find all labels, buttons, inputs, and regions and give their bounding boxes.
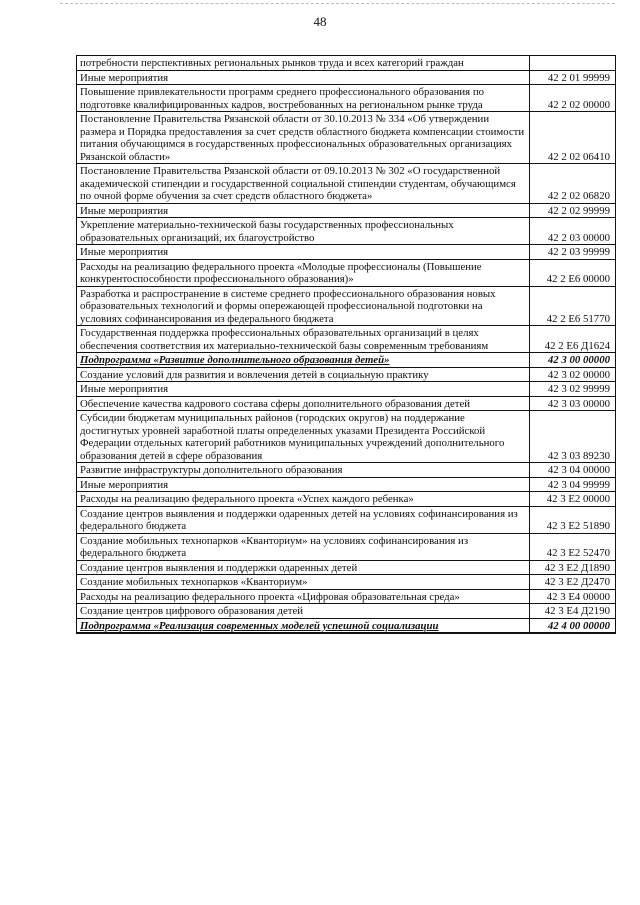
- budget-classification-table: [76, 55, 616, 634]
- target-code-cell: 42 3 00 00000: [530, 353, 616, 368]
- table-row: [77, 326, 616, 353]
- target-code-cell: 42 2 Е6 51770: [530, 286, 616, 326]
- expense-name-cell: Укрепление материально-технической базы государственных профессиональных образовательных организаций, их благоустройство: [77, 218, 530, 245]
- table-row: [77, 164, 616, 204]
- table-row: [77, 85, 616, 112]
- target-code-cell: 42 3 04 99999: [530, 477, 616, 492]
- target-code-cell: 42 3 02 00000: [530, 367, 616, 382]
- expense-name-cell: Создание мобильных технопарков «Кванториум»: [77, 575, 530, 590]
- expense-name-cell: Развитие инфраструктуры дополнительного образования: [77, 463, 530, 478]
- expense-name-cell: Иные мероприятия: [77, 203, 530, 218]
- table-row: [77, 382, 616, 397]
- target-code-cell: 42 2 02 00000: [530, 85, 616, 112]
- table-row: [77, 56, 616, 71]
- expense-name-cell: Создание мобильных технопарков «Кванториум» на условиях софинансирования из федерального бюджета: [77, 533, 530, 560]
- target-code-cell: 42 2 01 99999: [530, 70, 616, 85]
- table-row: [77, 396, 616, 411]
- expense-name-cell: Разработка и распространение в системе среднего профессионального образования новых образовательных технологий и формы опережающей профессиональной подготовки на условиях софинансирования из федерального бюджета: [77, 286, 530, 326]
- subprogram-row: [77, 618, 616, 633]
- target-code-cell: 42 2 Е6 Д1624: [530, 326, 616, 353]
- expense-name-cell: потребности перспективных региональных рынков труда и всех категорий граждан: [77, 56, 530, 71]
- target-code-cell: 42 2 03 00000: [530, 218, 616, 245]
- expense-name-cell: Иные мероприятия: [77, 245, 530, 260]
- table-row: [77, 411, 616, 463]
- target-code-cell: 42 2 02 06410: [530, 112, 616, 164]
- expense-name-cell: Создание условий для развития и вовлечения детей в социальную практику: [77, 367, 530, 382]
- expense-name-cell: Иные мероприятия: [77, 382, 530, 397]
- expense-name-cell: Постановление Правительства Рязанской области от 30.10.2013 № 334 «Об утверждении размера и Порядка предоставления за счет средств областного бюджета компенсации стоимости питания обучающимся в государственных профессиональных образовательных организациях Рязанской области»: [77, 112, 530, 164]
- target-code-cell: 42 3 03 89230: [530, 411, 616, 463]
- page-number: 48: [313, 14, 327, 29]
- table-row: [77, 70, 616, 85]
- target-code-cell: 42 2 03 99999: [530, 245, 616, 260]
- expense-name-cell: Субсидии бюджетам муниципальных районов (городских округов) на поддержание достигнутых уровней заработной платы определенных указами Президента Российской Федерации отдельных категорий работников муниципальных учреждений дополнительного образования детей в сфере образования: [77, 411, 530, 463]
- expense-name-cell: Подпрограмма «Реализация современных моделей успешной социализации: [77, 618, 530, 633]
- expense-name-cell: Расходы на реализацию федерального проекта «Цифровая образовательная среда»: [77, 589, 530, 604]
- table-row: [77, 203, 616, 218]
- subprogram-row: [77, 353, 616, 368]
- target-code-cell: 42 4 00 00000: [530, 618, 616, 633]
- table-row: [77, 259, 616, 286]
- expense-name-cell: Иные мероприятия: [77, 70, 530, 85]
- target-code-cell: 42 3 Е2 52470: [530, 533, 616, 560]
- table-row: [77, 604, 616, 619]
- target-code-cell: 42 3 Е2 51890: [530, 506, 616, 533]
- expense-name-cell: Расходы на реализацию федерального проекта «Успех каждого ребенка»: [77, 492, 530, 507]
- table-row: [77, 506, 616, 533]
- expense-name-cell: Создание центров цифрового образования детей: [77, 604, 530, 619]
- table-row: [77, 492, 616, 507]
- expense-name-cell: Постановление Правительства Рязанской области от 09.10.2013 № 302 «О государственной академической стипендии и государственной социальной стипендии студентам, обучающимся по очной форме обучения за счет средств областного бюджета»: [77, 164, 530, 204]
- target-code-cell: 42 3 Е2 00000: [530, 492, 616, 507]
- table-row: [77, 112, 616, 164]
- expense-name-cell: Иные мероприятия: [77, 477, 530, 492]
- expense-name-cell: Государственная поддержка профессиональных образовательных организаций в целях обеспечения соответствия их материально-технической базы современным требованиям: [77, 326, 530, 353]
- table-row: [77, 367, 616, 382]
- target-code-cell: 42 3 Е4 Д2190: [530, 604, 616, 619]
- target-code-cell: 42 3 Е4 00000: [530, 589, 616, 604]
- target-code-cell: 42 2 Е6 00000: [530, 259, 616, 286]
- expense-name-cell: Обеспечение качества кадрового состава сферы дополнительного образования детей: [77, 396, 530, 411]
- page-top-rule: [60, 3, 615, 4]
- target-code-cell: 42 3 03 00000: [530, 396, 616, 411]
- expense-name-cell: Создание центров выявления и поддержки одаренных детей на условиях софинансирования из федерального бюджета: [77, 506, 530, 533]
- target-code-cell: 42 3 02 99999: [530, 382, 616, 397]
- table-row: [77, 533, 616, 560]
- target-code-cell: 42 3 04 00000: [530, 463, 616, 478]
- table-row: [77, 218, 616, 245]
- expense-name-cell: Расходы на реализацию федерального проекта «Молодые профессионалы (Повышение конкурентоспособности профессионального образования)»: [77, 259, 530, 286]
- table-row: [77, 575, 616, 590]
- target-code-cell: 42 3 Е2 Д2470: [530, 575, 616, 590]
- table-row: [77, 463, 616, 478]
- table-row: [77, 286, 616, 326]
- target-code-cell: [530, 56, 616, 71]
- table-row: [77, 560, 616, 575]
- expense-name-cell: Подпрограмма «Развитие дополнительного образования детей»: [77, 353, 530, 368]
- target-code-cell: 42 2 02 99999: [530, 203, 616, 218]
- target-code-cell: 42 2 02 06820: [530, 164, 616, 204]
- table-row: [77, 589, 616, 604]
- expense-name-cell: Повышение привлекательности программ среднего профессионального образования по подготовке квалифицированных кадров, востребованных на региональном рынке труда: [77, 85, 530, 112]
- table-row: [77, 477, 616, 492]
- target-code-cell: 42 3 Е2 Д1890: [530, 560, 616, 575]
- expense-name-cell: Создание центров выявления и поддержки одаренных детей: [77, 560, 530, 575]
- table-body: [77, 56, 616, 634]
- table-row: [77, 245, 616, 260]
